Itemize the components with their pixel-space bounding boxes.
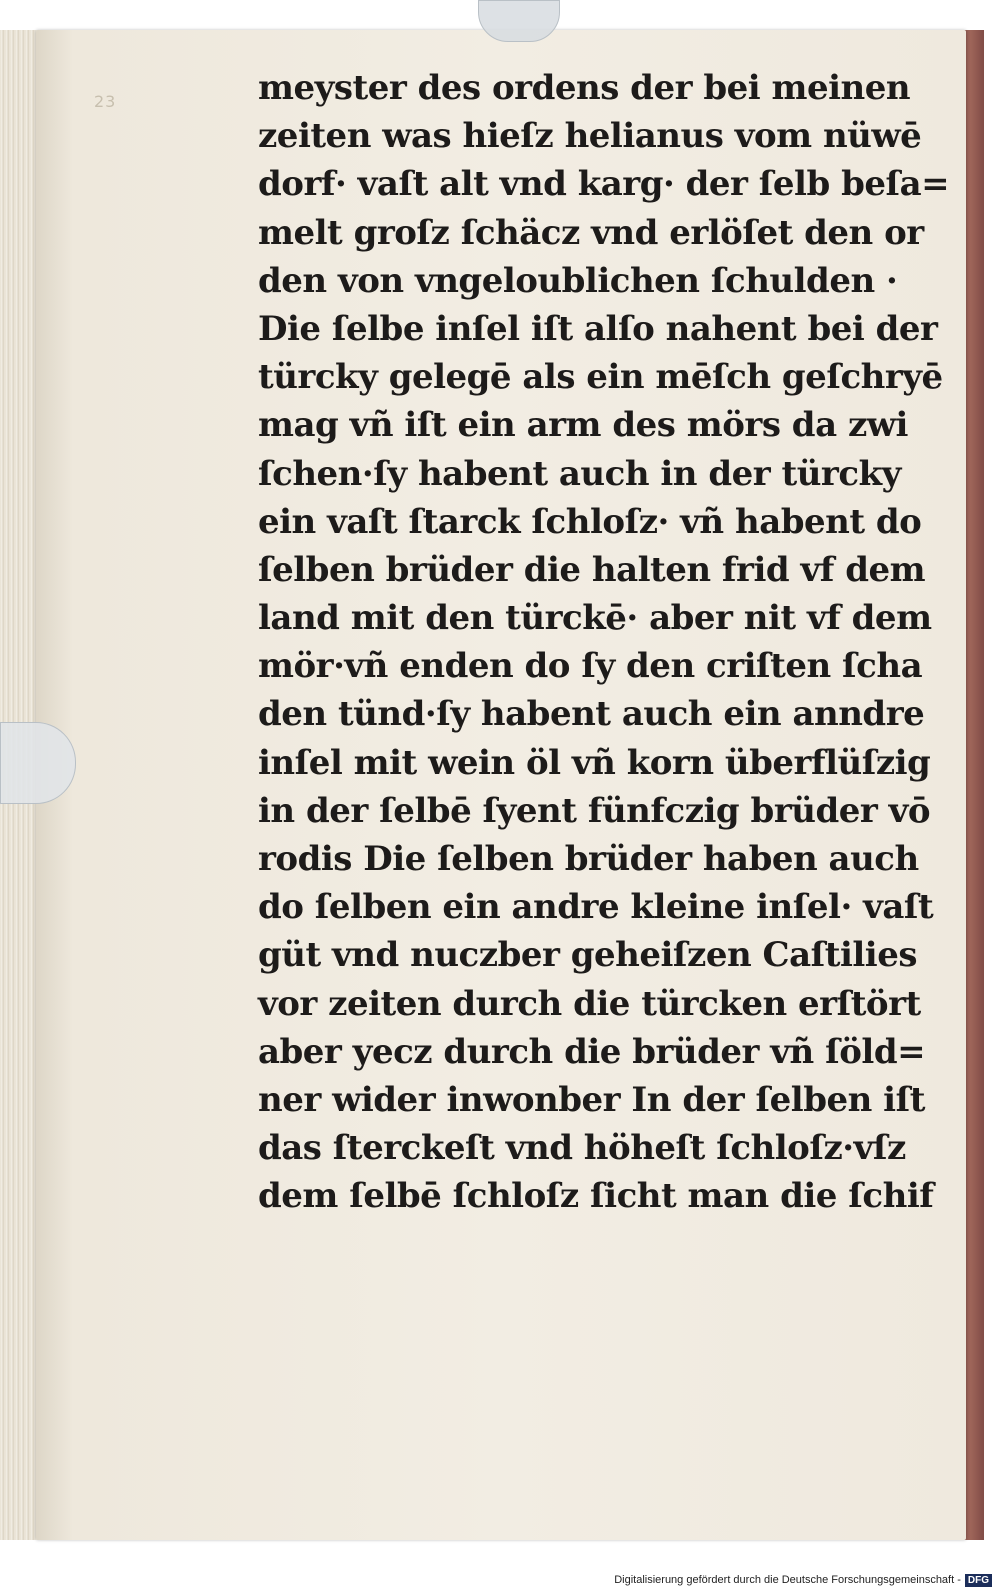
digitization-credit	[614, 1571, 992, 1589]
text-line: mör·vñ enden do ſy den criſten ſcha	[258, 646, 923, 687]
text-line: den tünd·ſy habent auch ein anndre	[258, 694, 925, 735]
text-line: aber yecz durch die brüder vñ ſöld=	[258, 1031, 926, 1072]
credit-text: Digitalisierung gefördert durch die Deutsche Forschungsgemeinschaft -	[614, 1574, 961, 1586]
text-line: dorf· vaſt alt vnd karg· der ſelb beſa=	[258, 164, 950, 205]
page-clip-left	[0, 722, 76, 804]
text-line: mag vñ iſt ein arm des mörs da zwi	[258, 405, 908, 446]
folio-number: 23	[94, 92, 117, 111]
text-line: güt vnd nuczber geheiſzen Caſtilies	[258, 935, 917, 976]
text-line: türcky gelegē als ein mēſch geſchryē	[258, 357, 943, 398]
text-line: ſelben brüder die halten frid vf dem	[258, 549, 926, 590]
page-clip-top	[478, 0, 560, 42]
text-line: land mit den türckē· aber nit vf dem	[258, 598, 932, 639]
text-block	[258, 64, 950, 1221]
dfg-logo: DFG	[965, 1574, 992, 1587]
text-line: Die ſelbe inſel iſt alſo nahent bei der	[258, 308, 938, 349]
text-line: do ſelben ein andre kleine inſel· vaſt	[258, 887, 934, 928]
text-line: vor zeiten durch die türcken erſtört	[258, 983, 921, 1024]
text-line: melt groſz ſchäcz vnd erlöſet den or	[258, 212, 924, 253]
text-line: dem ſelbē ſchloſz ſicht man die ſchif	[258, 1176, 934, 1217]
text-line: ein vaſt ſtarck ſchloſz· vñ habent do	[258, 501, 922, 542]
text-line: zeiten was hieſz helianus vom nüwē	[258, 116, 922, 157]
text-line: meyster des ordens der bei meinen	[258, 68, 911, 108]
text-line: das ſterckeſt vnd höheſt ſchloſz·vſz	[258, 1128, 906, 1169]
text-line: ſchen·ſy habent auch in der türcky	[258, 453, 901, 494]
text-line: in der ſelbē ſyent fünfczig brüder vō	[258, 790, 931, 831]
text-line: rodis Die ſelben brüder haben auch	[258, 839, 919, 879]
text-line: inſel mit wein öl vñ korn überflüſzig	[258, 742, 931, 783]
text-line: ner wider inwonber In der ſelben iſt	[258, 1079, 925, 1120]
text-line: den von vngeloublichen ſchulden ·	[258, 260, 898, 301]
